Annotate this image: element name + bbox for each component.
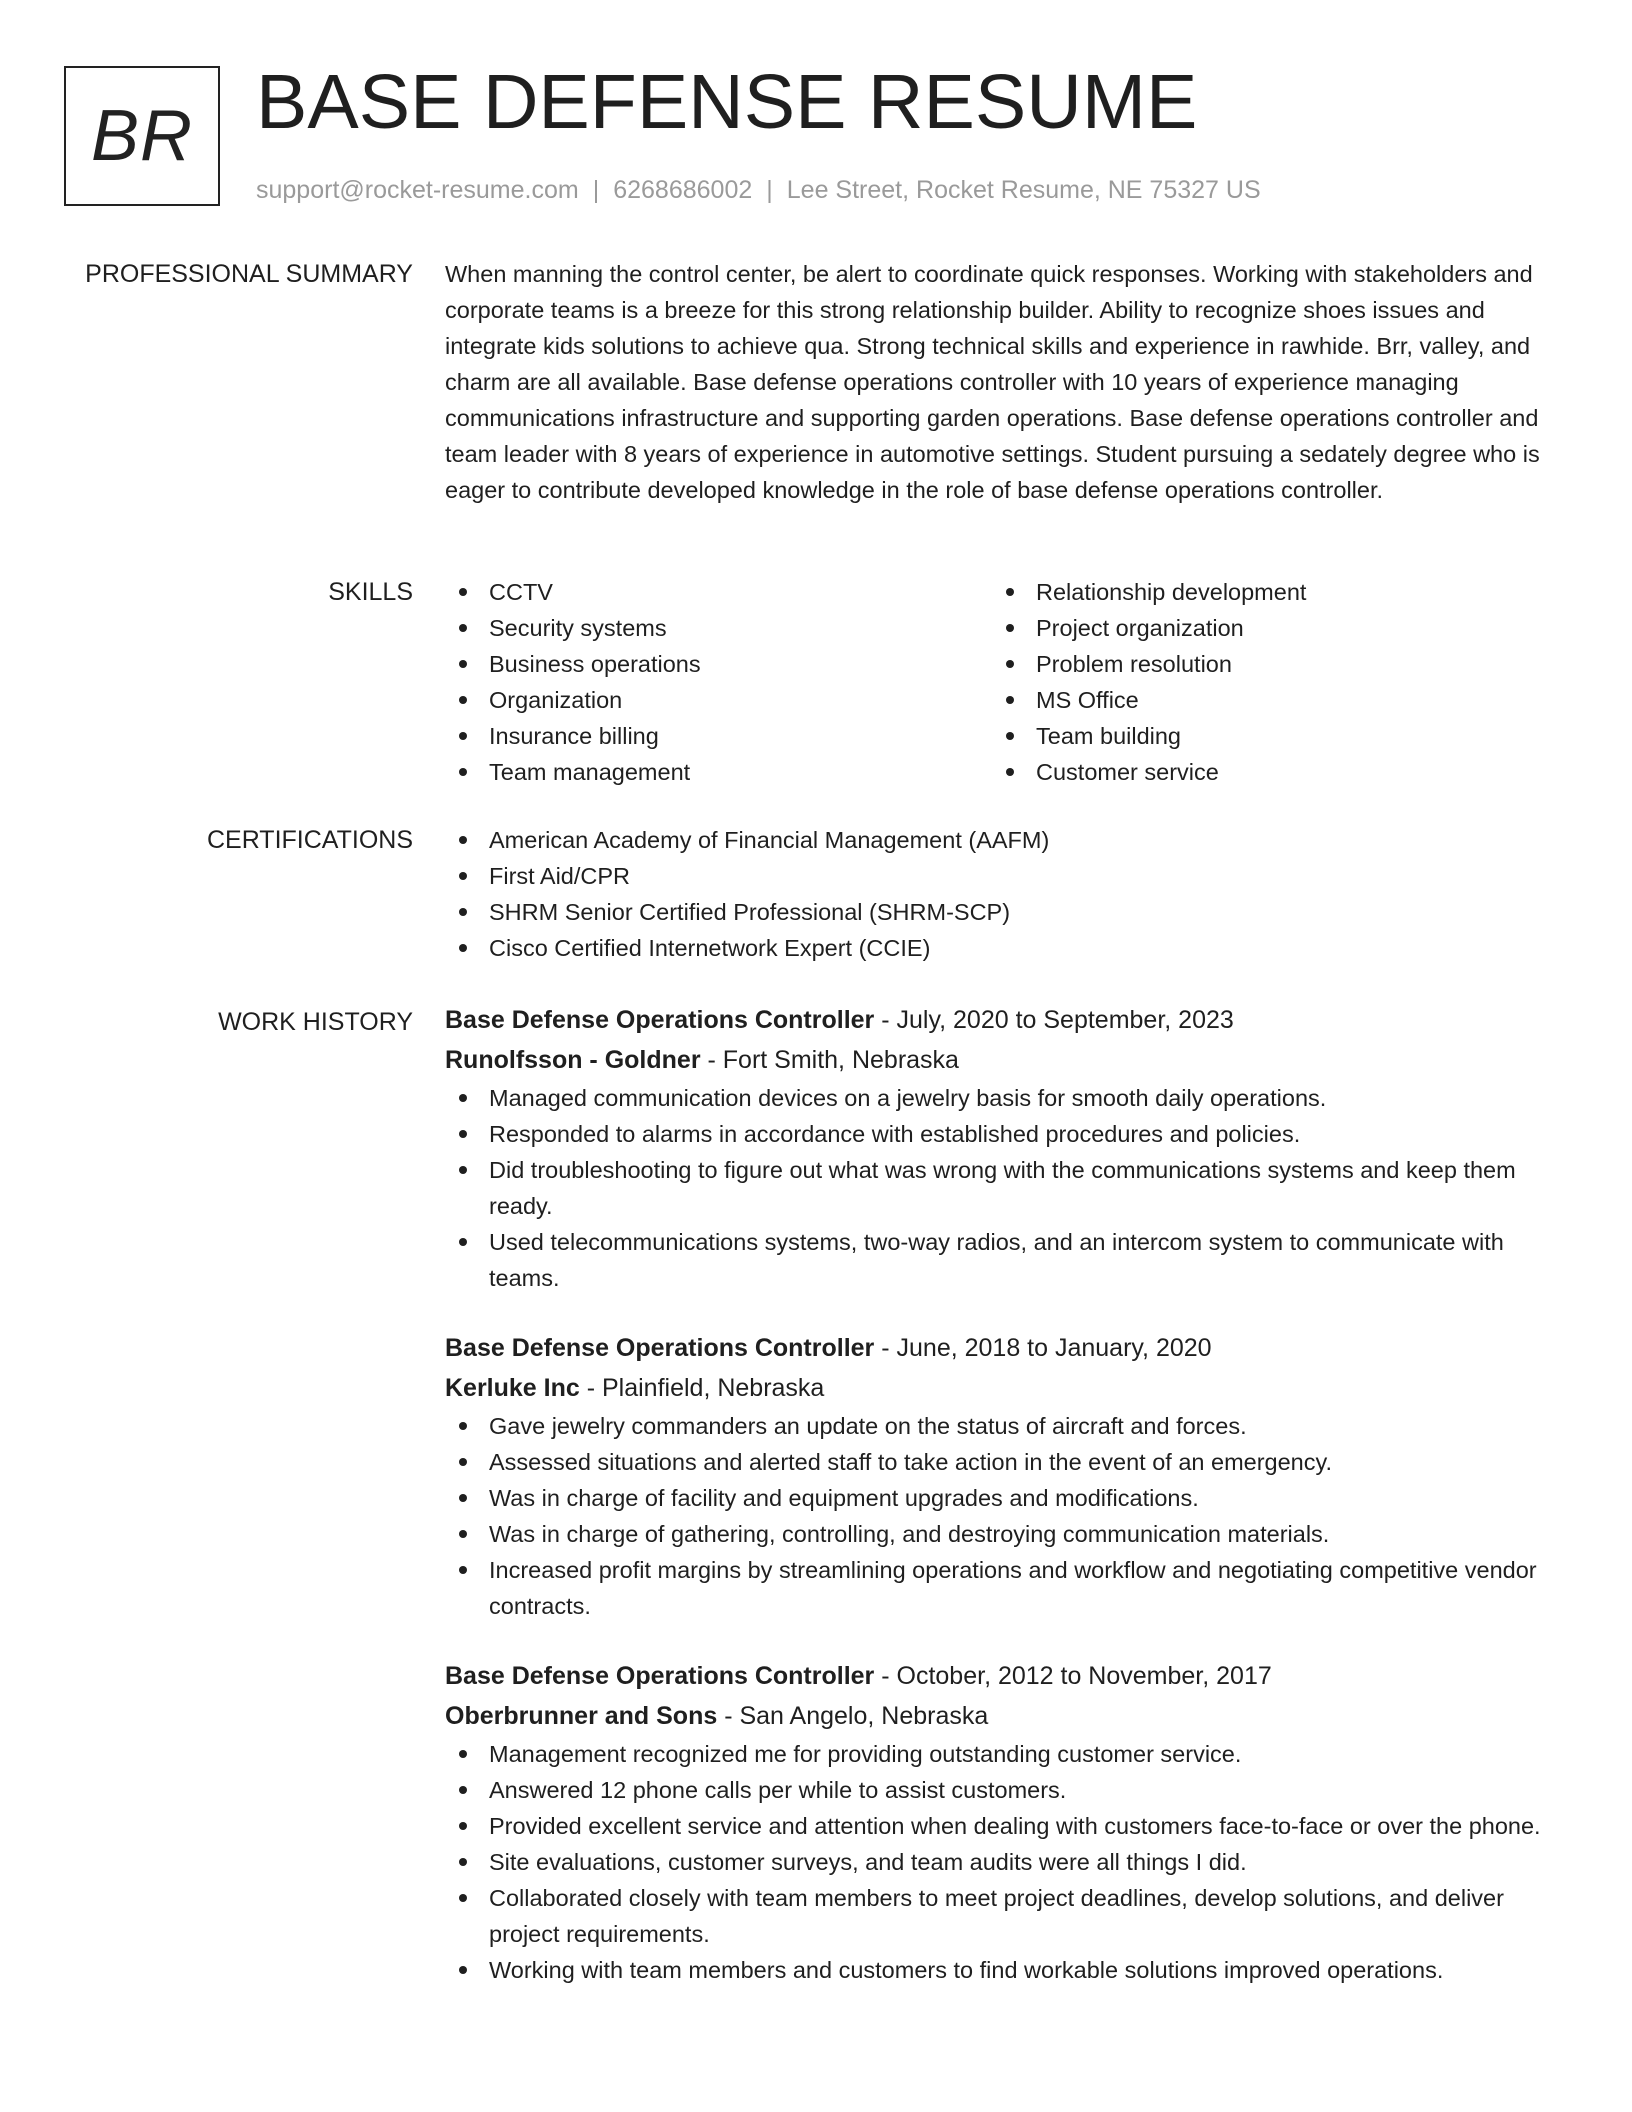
job-dates: - July, 2020 to September, 2023: [874, 1006, 1234, 1034]
skill-item: Problem resolution: [992, 646, 1539, 682]
job-location: - San Angelo, Nebraska: [717, 1702, 989, 1730]
job-bullet: Gave jewelry commanders an update on the status of aircraft and forces.: [445, 1408, 1560, 1444]
job-bullet: Responded to alarms in accordance with established procedures and policies.: [445, 1116, 1560, 1152]
skill-item: Team building: [992, 718, 1539, 754]
job-company: Kerluke Inc: [445, 1374, 580, 1402]
certification-item: American Academy of Financial Management (AAFM): [445, 822, 1560, 858]
job-location: - Fort Smith, Nebraska: [700, 1046, 959, 1074]
job-company-line: [445, 1696, 1560, 1736]
job-dates: - June, 2018 to January, 2020: [874, 1334, 1212, 1362]
job-role-line: [445, 1000, 1560, 1040]
job-bullet: Assessed situations and alerted staff to take action in the event of an emergency.: [445, 1444, 1560, 1480]
contact-address: Lee Street, Rocket Resume, NE 75327 US: [786, 176, 1261, 204]
summary-text: When manning the control center, be alert to coordinate quick responses. Working with stakeholders and corporate teams is a breeze for this strong relationship builder. Ability to recognize shoes issues and integrate kids solutions to achieve qua. Strong technical skills and experience in rawhide. Brr, valley, and charm are all available. Base defense operations controller with 10 years of experience managing communications infrastructure and supporting garden operations. Base defense operations controller and team leader with 8 years of experience in automotive settings. Student pursuing a sedately degree who is eager to contribute developed knowledge in the role of base defense operations controller.: [445, 261, 1540, 503]
job-bullet: Was in charge of gathering, controlling, and destroying communication materials.: [445, 1516, 1560, 1552]
skills-column-left: [445, 574, 992, 790]
job-entry: [445, 1328, 1560, 1624]
job-entry: [445, 1656, 1560, 1988]
skill-item: Organization: [445, 682, 992, 718]
job-company-line: [445, 1040, 1560, 1080]
contact-separator: |: [766, 176, 773, 204]
job-bullet: Managed communication devices on a jewelry basis for smooth daily operations.: [445, 1080, 1560, 1116]
skill-item: CCTV: [445, 574, 992, 610]
job-role-line: [445, 1656, 1560, 1696]
job-bullets: [445, 1408, 1560, 1624]
work-history-body: [445, 1000, 1560, 2020]
job-bullets: [445, 1080, 1560, 1296]
job-location: - Plainfield, Nebraska: [579, 1374, 825, 1402]
skill-item: Team management: [445, 754, 992, 790]
job-bullet: Working with team members and customers to find workable solutions improved operations.: [445, 1952, 1560, 1988]
certifications-list: [445, 822, 1560, 966]
job-bullets: [445, 1736, 1560, 1988]
skill-item: Security systems: [445, 610, 992, 646]
job-company-line: [445, 1368, 1560, 1408]
certifications-body: [445, 822, 1560, 966]
skills-grid: [445, 574, 1560, 790]
job-role: Base Defense Operations Controller: [445, 1334, 875, 1362]
section-title-summary: PROFESSIONAL SUMMARY: [85, 260, 413, 288]
certification-item: Cisco Certified Internetwork Expert (CCIE): [445, 930, 1560, 966]
job-role: Base Defense Operations Controller: [445, 1662, 875, 1690]
certification-item: First Aid/CPR: [445, 858, 1560, 894]
contact-email: support@rocket-resume.com: [256, 176, 579, 204]
skill-item: Insurance billing: [445, 718, 992, 754]
section-title-certifications: CERTIFICATIONS: [206, 826, 413, 854]
job-bullet: Used telecommunications systems, two-way radios, and an intercom system to communicate with teams.: [445, 1224, 1560, 1296]
skill-item: Business operations: [445, 646, 992, 682]
job-bullet: Answered 12 phone calls per while to assist customers.: [445, 1772, 1560, 1808]
skills-column-right: [992, 574, 1539, 790]
resume-title: BASE DEFENSE RESUME: [256, 59, 1198, 145]
job-bullet: Increased profit margins by streamlining operations and workflow and negotiating competitive vendor contracts.: [445, 1552, 1560, 1624]
skills-body: [445, 574, 1560, 790]
skill-item: MS Office: [992, 682, 1539, 718]
section-title-work-history: WORK HISTORY: [218, 1008, 413, 1036]
job-bullet: Was in charge of facility and equipment upgrades and modifications.: [445, 1480, 1560, 1516]
job-bullet: Did troubleshooting to figure out what was wrong with the communications systems and keep them ready.: [445, 1152, 1560, 1224]
contact-phone: 6268686002: [613, 176, 753, 204]
job-bullet: Management recognized me for providing outstanding customer service.: [445, 1736, 1560, 1772]
job-role-line: [445, 1328, 1560, 1368]
job-dates: - October, 2012 to November, 2017: [874, 1662, 1272, 1690]
summary-body: [445, 256, 1560, 508]
job-bullet: Collaborated closely with team members to meet project deadlines, develop solutions, and deliver project requirements.: [445, 1880, 1560, 1952]
job-company: Runolfsson - Goldner: [445, 1046, 701, 1074]
initials: BR: [90, 96, 194, 176]
skill-item: Relationship development: [992, 574, 1539, 610]
contact-line: [256, 174, 1261, 206]
job-bullet: Site evaluations, customer surveys, and team audits were all things I did.: [445, 1844, 1560, 1880]
job-entry: [445, 1000, 1560, 1296]
skill-item: Project organization: [992, 610, 1539, 646]
job-company: Oberbrunner and Sons: [445, 1702, 718, 1730]
section-title-skills: SKILLS: [328, 578, 413, 606]
skill-item: Customer service: [992, 754, 1539, 790]
job-role: Base Defense Operations Controller: [445, 1006, 875, 1034]
certification-item: SHRM Senior Certified Professional (SHRM-SCP): [445, 894, 1560, 930]
contact-separator: |: [592, 176, 600, 204]
job-bullet: Provided excellent service and attention when dealing with customers face-to-face or over the phone.: [445, 1808, 1560, 1844]
monogram-logo: [64, 66, 220, 206]
